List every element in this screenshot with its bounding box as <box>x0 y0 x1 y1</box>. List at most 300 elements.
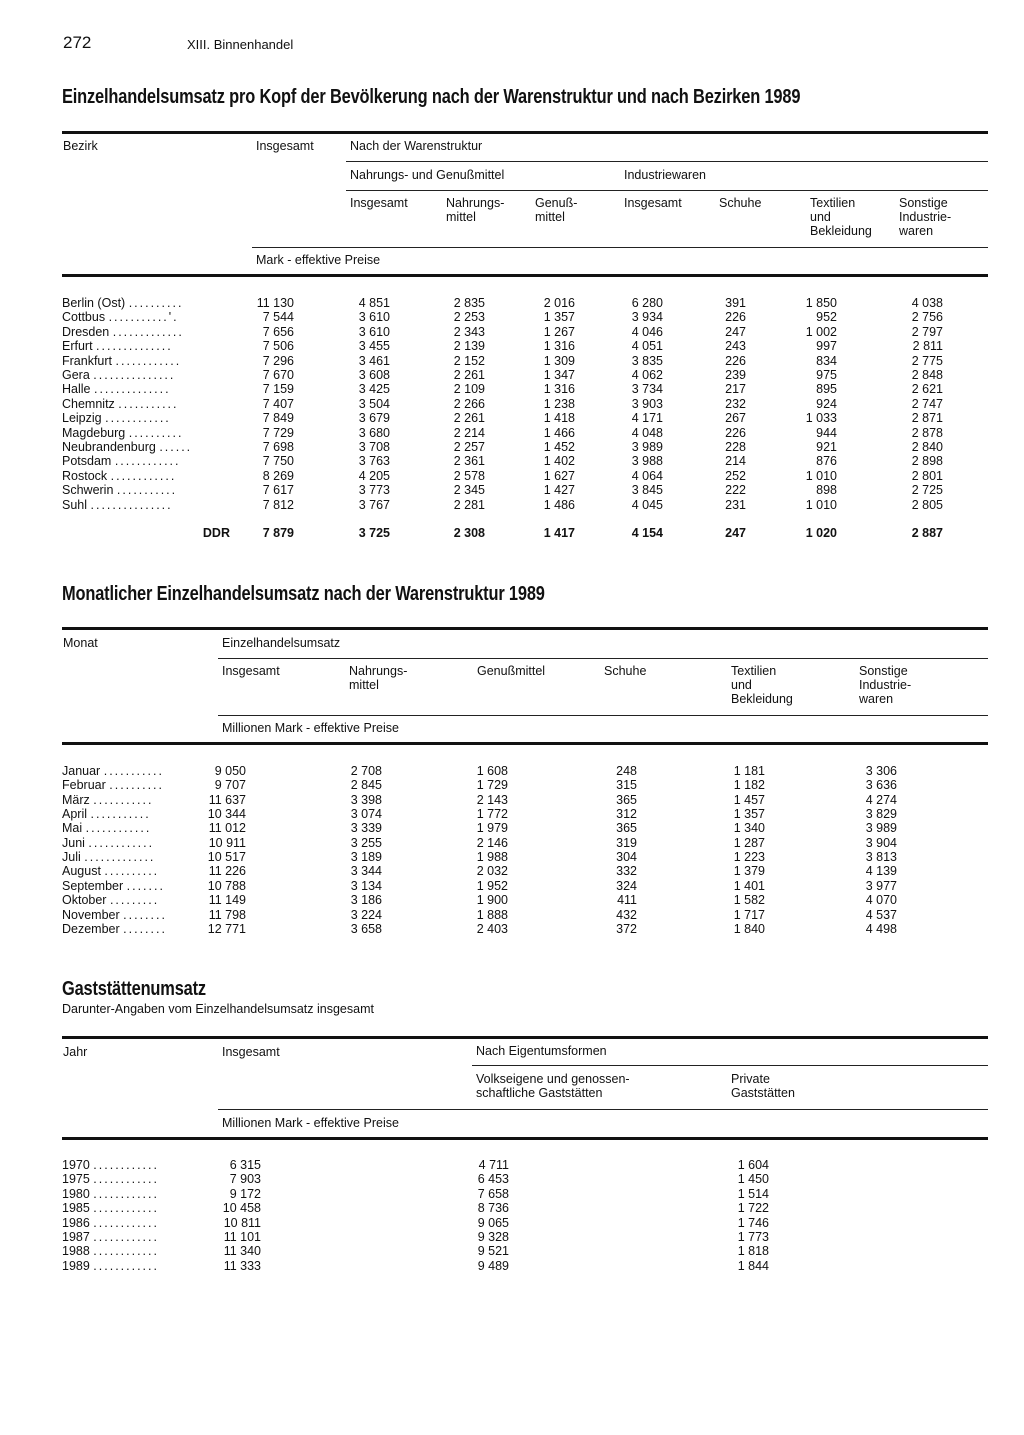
table-cell: 2 848 <box>911 368 943 382</box>
table-cell: 2 403 <box>476 921 508 936</box>
table-cell: 226 <box>725 310 746 325</box>
table-row <box>0 1259 1024 1273</box>
table-cell: 9 328 <box>477 1230 509 1244</box>
table-cell: 997 <box>816 339 837 354</box>
row-label <box>62 1259 159 1273</box>
table-cell: 2 143 <box>476 792 508 807</box>
table-cell: 2 887 <box>911 526 943 540</box>
row-label-text: Cottbus <box>62 310 106 325</box>
table-cell: 1 722 <box>737 1201 769 1216</box>
table-row <box>0 440 1024 454</box>
leader-dots: ............. <box>112 324 184 339</box>
leader-dots: ............... <box>93 368 176 382</box>
table-cell: 7 729 <box>262 425 294 440</box>
table-cell: 3 608 <box>358 368 390 382</box>
table-cell: 924 <box>816 396 837 411</box>
table-cell: 3 425 <box>358 382 390 397</box>
table-cell: 1 608 <box>476 764 508 778</box>
table-row <box>0 1216 1024 1230</box>
table-cell: 1 340 <box>733 821 765 836</box>
table-row <box>0 368 1024 382</box>
table-cell: 3 636 <box>865 778 897 793</box>
table-row <box>0 836 1024 850</box>
table-cell: 1 746 <box>737 1215 769 1230</box>
table-row <box>0 793 1024 807</box>
table-cell: 411 <box>617 893 637 908</box>
table-cell: 7 506 <box>262 339 294 354</box>
row-label <box>62 397 178 411</box>
table-cell: 1 309 <box>543 353 575 368</box>
table-cell: 1 979 <box>476 821 508 836</box>
row-label-text: Februar <box>62 778 106 793</box>
row-label-text: Leipzig <box>62 411 102 426</box>
t1-header-industrie-group: Industriewaren <box>624 168 706 182</box>
row-label <box>62 893 159 907</box>
table-cell: 11 012 <box>208 821 246 836</box>
table-cell: 1 401 <box>733 878 765 893</box>
row-label-text: Magdeburg <box>62 425 126 440</box>
table-cell: 9 489 <box>477 1258 509 1273</box>
table-cell: 2 261 <box>453 368 485 382</box>
row-label <box>62 908 167 922</box>
t2-sub-header: Sonstige Industrie- waren <box>859 664 912 706</box>
table-row <box>0 354 1024 368</box>
row-label <box>62 850 155 864</box>
leader-dots: ............ <box>93 1244 159 1259</box>
table-cell: 3 680 <box>358 425 390 440</box>
table-cell: 312 <box>616 807 637 822</box>
table-cell: 4 062 <box>631 368 663 382</box>
table-cell: 1 357 <box>543 310 575 325</box>
table-cell: 8 269 <box>262 468 294 483</box>
table-cell: 1 002 <box>805 324 837 339</box>
row-label <box>62 864 159 878</box>
table-cell: 2 109 <box>453 382 485 397</box>
table-cell: 1 267 <box>543 324 575 339</box>
row-label <box>62 382 171 396</box>
table-cell: 3 455 <box>358 339 390 354</box>
row-label-text: 1989 <box>62 1258 90 1273</box>
row-label-text: Erfurt <box>62 339 93 354</box>
table-cell: 2 797 <box>911 324 943 339</box>
row-label-text: Dezember <box>62 921 120 936</box>
table-row <box>0 1230 1024 1244</box>
table-row <box>0 778 1024 792</box>
table-cell: 3 725 <box>358 526 390 540</box>
row-label <box>62 1187 159 1201</box>
table-cell: 2 016 <box>543 296 575 310</box>
table-cell: 2 801 <box>911 468 943 483</box>
table-row <box>0 397 1024 411</box>
row-label-text: Berlin (Ost) <box>62 296 126 310</box>
table-cell: 267 <box>725 411 746 426</box>
table-cell: 391 <box>725 296 746 310</box>
table-cell: 3 813 <box>865 850 897 865</box>
table-cell: 4 274 <box>865 792 897 807</box>
t2-bottom-rule <box>62 742 988 745</box>
row-label-text: August <box>62 864 101 879</box>
t3-bottom-rule <box>62 1137 988 1140</box>
table-cell: 10 458 <box>222 1201 261 1216</box>
table-cell: 2 835 <box>453 296 485 310</box>
table-row <box>0 498 1024 512</box>
leader-dots: ........... <box>103 764 164 778</box>
table2-title: Monatlicher Einzelhandelsumsatz nach der Warenstruktur 1989 <box>62 583 545 605</box>
leader-dots: ........... <box>118 396 179 411</box>
table-cell: 6 453 <box>477 1172 509 1187</box>
leader-dots: ........... <box>90 807 151 822</box>
leader-dots: .......... <box>104 864 160 879</box>
table-cell: 3 504 <box>358 396 390 411</box>
table-cell: 3 904 <box>865 835 897 850</box>
table-cell: 7 658 <box>477 1186 509 1201</box>
t1-header-nach: Nach der Warenstruktur <box>350 139 483 153</box>
table-cell: 876 <box>816 454 837 469</box>
table-cell: 3 306 <box>865 764 897 778</box>
t1-header-insgesamt: Insgesamt <box>256 139 314 153</box>
table-cell: 9 521 <box>477 1244 509 1259</box>
table-cell: 7 750 <box>262 454 294 469</box>
table-cell: 3 734 <box>631 382 663 397</box>
row-label-text: September <box>62 878 124 893</box>
leader-dots: ....... <box>126 878 165 893</box>
table-cell: 1 452 <box>543 440 575 454</box>
table-cell: 4 045 <box>631 497 663 512</box>
table-cell: 1 450 <box>737 1172 769 1187</box>
t1-bottom-rule <box>62 274 988 277</box>
table-cell: 1 844 <box>737 1258 769 1273</box>
table-row <box>0 1201 1024 1215</box>
table-cell: 10 911 <box>208 835 246 850</box>
table-cell: 2 845 <box>350 778 382 793</box>
table2-top-rule <box>62 627 988 630</box>
table-cell: 11 101 <box>223 1230 261 1244</box>
row-label <box>62 469 176 483</box>
table-cell: 1 316 <box>543 382 575 397</box>
table-cell: 2 146 <box>476 835 508 850</box>
table-cell: 1 020 <box>805 526 837 540</box>
table-row <box>0 908 1024 922</box>
t3-header-jahr: Jahr <box>63 1045 88 1059</box>
table-cell: 1 181 <box>733 764 765 778</box>
table-cell: 217 <box>725 382 746 397</box>
table-cell: 2 257 <box>453 440 485 454</box>
table-cell: 3 989 <box>631 440 663 454</box>
table-cell: 2 775 <box>911 353 943 368</box>
t2-rule <box>218 715 988 716</box>
t1-sub-header: Textilien und Bekleidung <box>810 196 872 238</box>
table-row <box>0 879 1024 893</box>
table-cell: 11 798 <box>208 907 246 922</box>
t1-sub-header: Sonstige Industrie- waren <box>899 196 952 238</box>
table-cell: 3 763 <box>358 454 390 469</box>
table-cell: 7 544 <box>262 310 294 325</box>
table-row <box>0 296 1024 310</box>
table-cell: 1 347 <box>543 368 575 382</box>
table-cell: 2 578 <box>453 468 485 483</box>
leader-dots: ............ <box>93 1230 159 1244</box>
table-cell: 3 255 <box>350 835 382 850</box>
table-cell: 3 934 <box>631 310 663 325</box>
table-cell: 3 134 <box>350 878 382 893</box>
table-cell: 3 977 <box>865 878 897 893</box>
table-cell: 4 070 <box>865 893 897 908</box>
table-cell: 1 457 <box>733 792 765 807</box>
table-cell: 3 835 <box>631 353 663 368</box>
table-cell: 3 845 <box>631 483 663 498</box>
table-cell: 3 708 <box>358 440 390 454</box>
row-label-text: Schwerin <box>62 483 114 498</box>
table-row <box>0 893 1024 907</box>
table-cell: 11 637 <box>208 792 246 807</box>
table-cell: 2 139 <box>453 339 485 354</box>
row-label <box>62 922 167 936</box>
t3-sub-header: Volkseigene und genossen- schaftliche Gaststätten <box>476 1072 630 1100</box>
table-cell: 4 537 <box>865 907 897 922</box>
table-cell: 319 <box>616 835 637 850</box>
table-cell: 247 <box>725 526 746 540</box>
table-row <box>0 864 1024 878</box>
row-label-text: Dresden <box>62 324 110 339</box>
table-cell: 1 033 <box>805 411 837 426</box>
table-row <box>0 339 1024 353</box>
row-label <box>62 325 184 339</box>
table-cell: 9 707 <box>214 778 246 793</box>
table-cell: 4 154 <box>631 526 663 540</box>
table-cell: 3 224 <box>350 907 382 922</box>
t2-header-group: Einzelhandelsumsatz <box>222 636 341 650</box>
row-label-text: Frankfurt <box>62 353 113 368</box>
table-cell: 11 333 <box>223 1258 261 1273</box>
table-cell: 2 725 <box>911 483 943 498</box>
row-label-text: Januar <box>62 764 101 778</box>
table-cell: 1 729 <box>476 778 508 793</box>
row-label <box>62 498 173 512</box>
table-cell: 3 189 <box>350 850 382 865</box>
table-cell: 10 344 <box>207 807 246 822</box>
table1-title: Einzelhandelsumsatz pro Kopf der Bevölkerung nach der Warenstruktur und nach Bezirken 1989 <box>62 86 801 108</box>
table-cell: 214 <box>725 454 746 469</box>
table-cell: 921 <box>816 440 837 454</box>
chapter-title: XIII. Binnenhandel <box>187 37 294 52</box>
table-cell: 3 829 <box>865 807 897 822</box>
t1-rule <box>252 247 988 248</box>
table-row <box>0 325 1024 339</box>
table-cell: 4 711 <box>478 1158 509 1172</box>
row-label-text: Suhl <box>62 497 88 512</box>
row-label-text: April <box>62 807 88 822</box>
table-cell: 7 656 <box>262 324 294 339</box>
table-cell: 1 379 <box>733 864 765 879</box>
table-cell: 3 074 <box>350 807 382 822</box>
table-cell: 944 <box>816 425 837 440</box>
leader-dots: .............. <box>93 382 171 397</box>
table-cell: 1 010 <box>805 497 837 512</box>
table-cell: 3 658 <box>350 921 382 936</box>
table-cell: 1 627 <box>543 468 575 483</box>
table-cell: 7 296 <box>262 353 294 368</box>
t2-rule <box>218 658 988 659</box>
t2-sub-header: Schuhe <box>604 664 647 678</box>
table-cell: 9 050 <box>214 764 246 778</box>
t2-sub-header: Insgesamt <box>222 664 280 678</box>
t1-sub-header: Schuhe <box>719 196 762 210</box>
table-cell: 2 871 <box>911 411 943 426</box>
row-label-text: 1987 <box>62 1230 90 1244</box>
table3-subtitle: Darunter-Angaben vom Einzelhandelsumsatz insgesamt <box>62 1002 374 1016</box>
t3-sub-header: Private Gaststätten <box>731 1072 795 1100</box>
table-row <box>0 850 1024 864</box>
row-label <box>62 354 181 368</box>
table-cell: 239 <box>725 368 746 382</box>
table-cell: 4 048 <box>631 425 663 440</box>
table-cell: 2 032 <box>476 864 508 879</box>
table3-top-rule <box>62 1036 988 1039</box>
leader-dots: ............ <box>85 821 152 836</box>
table-cell: 1 514 <box>737 1186 769 1201</box>
leader-dots: ............ <box>93 1201 159 1216</box>
t2-sub-header: Textilien und Bekleidung <box>731 664 793 706</box>
table-cell: 432 <box>616 907 637 922</box>
leader-dots: ............ <box>110 468 177 483</box>
table-cell: 9 172 <box>229 1186 261 1201</box>
row-label <box>62 836 154 850</box>
table-cell: 1 466 <box>543 425 575 440</box>
t2-sub-header: Genußmittel <box>477 664 546 678</box>
table-cell: 3 988 <box>631 454 663 469</box>
table-cell: 1 773 <box>737 1230 769 1244</box>
row-label <box>62 821 151 835</box>
table-cell: 248 <box>616 764 637 778</box>
row-label <box>62 368 175 382</box>
table-cell: 1 316 <box>543 339 575 354</box>
leader-dots: .......... <box>109 778 164 793</box>
table-row <box>0 454 1024 468</box>
row-label <box>62 440 192 454</box>
table-cell: 2 747 <box>911 396 943 411</box>
table-cell: 2 805 <box>911 497 943 512</box>
table-cell: 1 287 <box>733 835 765 850</box>
table-cell: 3 679 <box>358 411 390 426</box>
table-cell: 7 670 <box>262 368 294 382</box>
table-cell: 226 <box>725 425 746 440</box>
table-cell: 4 205 <box>358 468 390 483</box>
t1-sub-header: Insgesamt <box>624 196 682 210</box>
table-cell: 4 046 <box>631 324 663 339</box>
row-label-text: Neubrandenburg <box>62 440 156 454</box>
table-cell: 898 <box>816 483 837 498</box>
row-label <box>62 426 183 440</box>
t3-rule <box>472 1065 988 1066</box>
table-cell: 11 340 <box>223 1244 261 1259</box>
row-label-text: Mai <box>62 821 83 836</box>
table-cell: 2 308 <box>453 526 485 540</box>
table-row <box>0 922 1024 936</box>
leader-dots: ............ <box>88 835 155 850</box>
table-row <box>0 426 1024 440</box>
table-cell: 4 051 <box>631 339 663 354</box>
table-cell: 247 <box>725 324 746 339</box>
row-label <box>62 1244 159 1258</box>
table-cell: 1 582 <box>733 893 765 908</box>
table-cell: 2 253 <box>453 310 485 325</box>
table-cell: 10 788 <box>207 878 246 893</box>
row-label <box>62 339 173 353</box>
table-cell: 2 261 <box>453 411 485 426</box>
table-cell: 7 879 <box>262 526 294 540</box>
table1-top-rule <box>62 131 988 134</box>
t1-sub-header: Nahrungs- mittel <box>446 196 505 224</box>
table-cell: 252 <box>725 468 746 483</box>
table-cell: 11 130 <box>256 296 294 310</box>
table-row <box>0 411 1024 425</box>
table-cell: 895 <box>816 382 837 397</box>
table-cell: 2 811 <box>912 339 943 354</box>
table-cell: 3 773 <box>358 483 390 498</box>
leader-dots: .......... <box>128 425 184 440</box>
t3-unit: Millionen Mark - effektive Preise <box>222 1116 399 1130</box>
table-cell: 3 339 <box>350 821 382 836</box>
leader-dots: ............ <box>93 1186 159 1201</box>
table-cell: 1 900 <box>476 893 508 908</box>
row-label <box>62 454 181 468</box>
table-cell: 2 152 <box>453 353 485 368</box>
leader-dots: ............ <box>93 1258 159 1273</box>
row-label <box>62 778 164 792</box>
t1-header-bezirk: Bezirk <box>63 139 98 153</box>
table-row <box>0 764 1024 778</box>
table-row <box>0 310 1024 324</box>
table-cell: 1 888 <box>476 907 508 922</box>
table-cell: 4 498 <box>865 921 897 936</box>
leader-dots: ............ <box>115 353 182 368</box>
table-cell: 7 698 <box>262 440 294 454</box>
row-label-text: 1985 <box>62 1201 90 1216</box>
table-cell: 11 149 <box>208 893 246 908</box>
leader-dots: ............ <box>105 411 171 426</box>
table-cell: 1 357 <box>733 807 765 822</box>
table-cell: 10 517 <box>207 850 246 865</box>
table-row <box>0 469 1024 483</box>
table-cell: 2 898 <box>911 454 943 469</box>
table-cell: 1 402 <box>543 454 575 469</box>
table-cell: 2 343 <box>453 324 485 339</box>
table-cell: 8 736 <box>477 1201 509 1216</box>
leader-dots: ........ <box>123 907 167 922</box>
t3-rule <box>218 1109 988 1110</box>
table-cell: 952 <box>816 310 837 325</box>
total-row <box>0 526 1024 540</box>
table-cell: 243 <box>725 339 746 354</box>
t1-header-nahrung-group: Nahrungs- und Genußmittel <box>350 168 505 182</box>
table-cell: 324 <box>616 878 637 893</box>
table-cell: 7 407 <box>262 396 294 411</box>
table-cell: 226 <box>725 353 746 368</box>
row-label <box>62 1216 159 1230</box>
table-cell: 7 159 <box>262 382 294 397</box>
table-cell: 315 <box>616 778 637 793</box>
table-cell: 6 280 <box>631 296 663 310</box>
table-cell: 4 851 <box>358 296 390 310</box>
table-cell: 2 621 <box>911 382 943 397</box>
row-label-text: Chemnitz <box>62 396 115 411</box>
row-label-text: Gera <box>62 368 90 382</box>
table-cell: 7 849 <box>262 411 294 426</box>
leader-dots: ............ <box>114 454 181 469</box>
table-cell: 222 <box>725 483 746 498</box>
row-label <box>62 764 164 778</box>
table-cell: 1 010 <box>805 468 837 483</box>
